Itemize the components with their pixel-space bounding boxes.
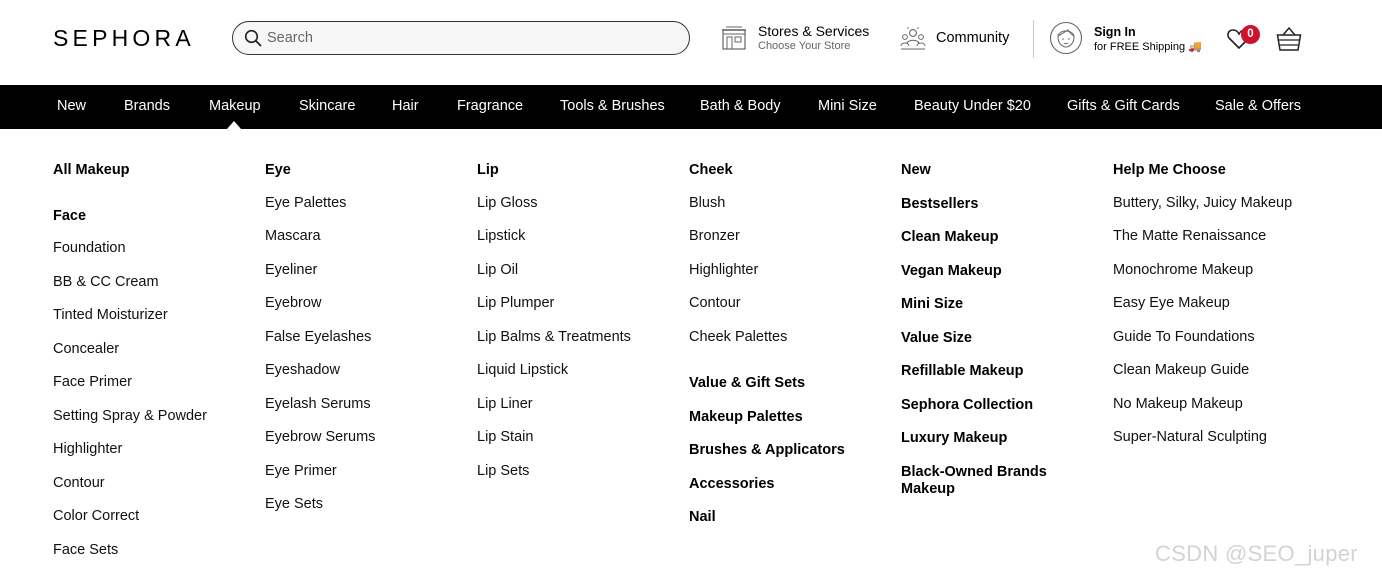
menu-heading-cheek[interactable]: Cheek (689, 162, 733, 178)
community-link[interactable] (900, 25, 1015, 53)
menu-item[interactable]: Super-Natural Sculpting (1113, 429, 1267, 445)
menu-item[interactable]: Lip Sets (477, 463, 530, 479)
menu-heading-bestsellers[interactable]: Bestsellers (901, 196, 979, 212)
menu-heading-brushes[interactable]: Brushes & Applicators (689, 442, 845, 458)
sephora-logo[interactable]: SEPHORA (53, 25, 195, 51)
menu-heading-new[interactable]: New (901, 162, 931, 178)
store-icon (721, 26, 747, 50)
basket-icon[interactable] (1276, 26, 1302, 52)
menu-item[interactable]: Contour (53, 475, 105, 491)
stores-services-link[interactable] (721, 22, 881, 56)
menu-item[interactable]: Eyeliner (265, 262, 318, 278)
menu-item[interactable]: Setting Spray & Powder (53, 408, 207, 424)
menu-heading-luxury-makeup[interactable]: Luxury Makeup (901, 430, 1008, 446)
menu-item[interactable]: Bronzer (689, 228, 740, 244)
menu-heading-black-owned-brands[interactable]: Black-Owned Brands (901, 464, 1047, 480)
nav-mini-size[interactable]: Mini Size (818, 98, 877, 114)
menu-heading-vegan-makeup[interactable]: Vegan Makeup (901, 263, 1002, 279)
menu-item[interactable]: Concealer (53, 341, 120, 357)
stores-subtitle: Choose Your Store (758, 40, 851, 52)
menu-item[interactable]: Liquid Lipstick (477, 362, 569, 378)
nav-sale-offers[interactable]: Sale & Offers (1215, 98, 1301, 114)
basket-count-badge: 0 (1241, 25, 1260, 44)
sign-in-title: Sign In (1094, 25, 1136, 39)
menu-item[interactable]: Clean Makeup Guide (1113, 362, 1250, 378)
avatar-icon (1049, 21, 1083, 55)
menu-heading-makeup-palettes[interactable]: Makeup Palettes (689, 409, 803, 425)
menu-item[interactable]: Face Primer (53, 374, 132, 390)
sign-in-link[interactable] (1049, 21, 1209, 57)
menu-item[interactable]: Lip Stain (477, 429, 534, 445)
menu-heading-accessories[interactable]: Accessories (689, 476, 775, 492)
menu-item[interactable]: Highlighter (689, 262, 759, 278)
nav-bath-body[interactable]: Bath & Body (700, 98, 781, 114)
header-divider (1033, 20, 1034, 58)
menu-item[interactable]: Easy Eye Makeup (1113, 295, 1230, 311)
menu-item[interactable]: Foundation (53, 240, 126, 256)
community-icon (900, 25, 926, 51)
main-nav (0, 85, 1382, 129)
menu-heading-lip[interactable]: Lip (477, 162, 499, 178)
menu-item[interactable]: Cheek Palettes (689, 329, 788, 345)
menu-item[interactable]: No Makeup Makeup (1113, 396, 1243, 412)
menu-item[interactable]: The Matte Renaissance (1113, 228, 1267, 244)
menu-item[interactable]: Lip Liner (477, 396, 533, 412)
search-input[interactable] (267, 22, 677, 53)
nav-new[interactable]: New (57, 98, 87, 114)
menu-item[interactable]: Eye Primer (265, 463, 337, 479)
active-nav-caret (227, 121, 241, 129)
menu-heading-clean-makeup[interactable]: Clean Makeup (901, 229, 999, 245)
menu-item[interactable]: Eye Palettes (265, 195, 347, 211)
sign-in-subtitle: for FREE Shipping 🚚 (1094, 41, 1202, 53)
menu-item[interactable]: Monochrome Makeup (1113, 262, 1254, 278)
menu-item[interactable]: Buttery, Silky, Juicy Makeup (1113, 195, 1293, 211)
nav-makeup[interactable]: Makeup (209, 98, 261, 114)
menu-item[interactable]: Tinted Moisturizer (53, 307, 168, 323)
nav-skincare[interactable]: Skincare (299, 98, 356, 114)
menu-heading-sephora-collection[interactable]: Sephora Collection (901, 397, 1034, 413)
loves-button[interactable] (1226, 24, 1262, 54)
menu-item[interactable]: False Eyelashes (265, 329, 372, 345)
watermark-text: CSDN @SEO_juper (1155, 541, 1358, 566)
nav-hair[interactable]: Hair (392, 98, 419, 114)
menu-item[interactable]: Eye Sets (265, 496, 324, 512)
menu-item[interactable]: Lip Plumper (477, 295, 555, 311)
menu-heading-black-owned-brands-line2[interactable]: Makeup (901, 481, 955, 497)
menu-heading-value-gift-sets[interactable]: Value & Gift Sets (689, 375, 806, 391)
menu-item[interactable]: Eyeshadow (265, 362, 340, 378)
community-label: Community (936, 30, 1010, 46)
menu-heading-help-me-choose[interactable]: Help Me Choose (1113, 162, 1226, 178)
stores-title: Stores & Services (758, 23, 870, 39)
menu-heading-refillable[interactable]: Refillable Makeup (901, 363, 1024, 379)
menu-item[interactable]: Eyebrow Serums (265, 429, 376, 445)
menu-item[interactable]: Lipstick (477, 228, 526, 244)
menu-item[interactable]: Eyebrow (265, 295, 322, 311)
nav-tools-brushes[interactable]: Tools & Brushes (560, 98, 665, 114)
menu-item[interactable]: Contour (689, 295, 741, 311)
nav-brands[interactable]: Brands (124, 98, 170, 114)
menu-item[interactable]: BB & CC Cream (53, 274, 159, 290)
menu-heading-mini-size[interactable]: Mini Size (901, 296, 964, 312)
nav-fragrance[interactable]: Fragrance (457, 98, 524, 114)
menu-heading-eye[interactable]: Eye (265, 162, 291, 178)
menu-item[interactable]: Face Sets (53, 542, 119, 558)
search-icon (244, 29, 262, 47)
nav-beauty-under-20[interactable]: Beauty Under $20 (914, 98, 1031, 114)
menu-heading-face[interactable]: Face (53, 208, 87, 224)
menu-heading-nail[interactable]: Nail (689, 509, 716, 525)
menu-all-makeup[interactable]: All Makeup (53, 162, 130, 178)
menu-item[interactable]: Highlighter (53, 441, 123, 457)
search-bar[interactable] (232, 21, 690, 55)
menu-item[interactable]: Lip Oil (477, 262, 519, 278)
menu-item[interactable]: Lip Gloss (477, 195, 538, 211)
menu-item[interactable]: Mascara (265, 228, 321, 244)
site-header (0, 0, 1382, 85)
menu-item[interactable]: Guide To Foundations (1113, 329, 1255, 345)
nav-gifts[interactable]: Gifts & Gift Cards (1067, 98, 1180, 114)
menu-item[interactable]: Blush (689, 195, 726, 211)
menu-item[interactable]: Eyelash Serums (265, 396, 371, 412)
menu-item[interactable]: Color Correct (53, 508, 140, 524)
menu-item[interactable]: Lip Balms & Treatments (477, 329, 631, 345)
menu-heading-value-size[interactable]: Value Size (901, 330, 972, 346)
